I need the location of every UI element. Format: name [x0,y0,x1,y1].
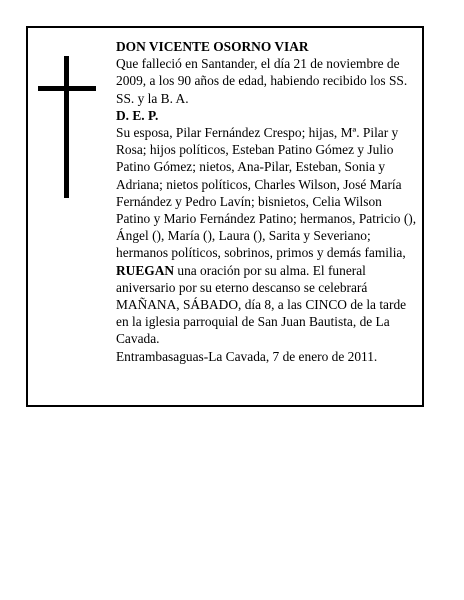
dep-label: D. E. P. [116,107,159,123]
death-details: Que falleció en Santander, el día 21 de noviembre de 2009, a los 90 años de edad, habiendo recibido los SS. SS. y la B. A. [116,56,408,106]
cross-horizontal-bar [38,86,96,91]
cross-icon [38,56,96,198]
death-notice-frame [26,26,424,407]
funeral-details: una oración por su alma. El funeral aniversario por su eterno descanso se celebrará MAÑANA, SÁBADO, día 8, a las CINCO de la tarde en la iglesia parroquial de San Juan Bautista, de La Cavada. [116,262,407,347]
deceased-name: DON VICENTE OSORNO VIAR [116,39,309,54]
ruegan-label: RUEGAN [116,262,175,278]
cross-vertical-bar [64,56,69,198]
place-date: Entrambasaguas-La Cavada, 7 de enero de 2011. [116,348,378,364]
family-list: Su esposa, Pilar Fernández Crespo; hijas, Mª. Pilar y Rosa; hijos políticos, Esteban Patino Gómez y Julio Patino Gómez; nietos, Ana-Pilar, Esteban, Sonia y Adriana; nietos políticos, Charles Wilson, José María Fernández y Pedro Lavín; bisnietos, Celia Wilson Patino y Mario Fernández Patino; hermanos, Patricio (), Ángel (), María (), Laura (), Sarita y Severiano; hermanos políticos, sobrinos, primos y demás familia, [116,125,417,261]
funeral-paragraph [116,262,418,348]
notice-text [116,38,418,365]
